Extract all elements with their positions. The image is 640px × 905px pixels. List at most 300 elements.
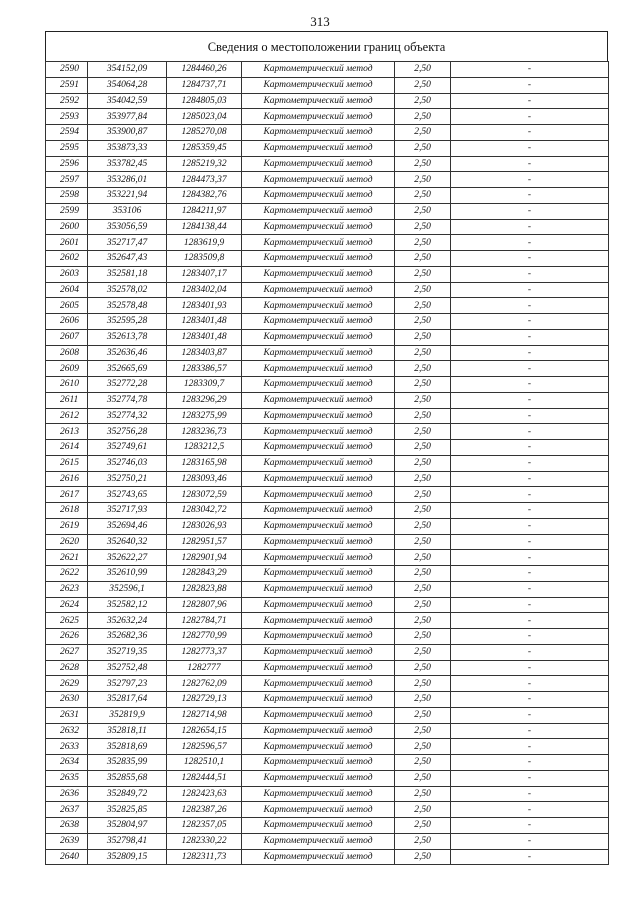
table-row (46, 424, 609, 440)
point-number: 2595 (46, 140, 88, 156)
method-cell: Картометрический метод (242, 755, 395, 771)
coord-y: 1283296,29 (167, 392, 242, 408)
description-cell: - (451, 424, 609, 440)
table-row (46, 125, 609, 141)
coord-x: 352746,03 (88, 455, 167, 471)
coord-y: 1282387,26 (167, 802, 242, 818)
description-cell: - (451, 77, 609, 93)
table-row (46, 644, 609, 660)
table-row (46, 534, 609, 550)
coord-y: 1282311,73 (167, 849, 242, 865)
method-cell: Картометрический метод (242, 77, 395, 93)
accuracy-cell: 2,50 (395, 723, 451, 739)
point-number: 2594 (46, 125, 88, 141)
coord-x: 354042,59 (88, 93, 167, 109)
point-number: 2593 (46, 109, 88, 125)
description-cell: - (451, 613, 609, 629)
point-number: 2637 (46, 802, 88, 818)
description-cell: - (451, 392, 609, 408)
coord-y: 1284805,03 (167, 93, 242, 109)
accuracy-cell: 2,50 (395, 471, 451, 487)
coord-x: 352835,99 (88, 755, 167, 771)
method-cell: Картометрический метод (242, 707, 395, 723)
table-row (46, 833, 609, 849)
table-row (46, 503, 609, 519)
point-number: 2617 (46, 487, 88, 503)
accuracy-cell: 2,50 (395, 424, 451, 440)
coord-x: 352809,15 (88, 849, 167, 865)
coord-y: 1283509,8 (167, 251, 242, 267)
point-number: 2627 (46, 644, 88, 660)
accuracy-cell: 2,50 (395, 235, 451, 251)
point-number: 2631 (46, 707, 88, 723)
coord-y: 1282951,57 (167, 534, 242, 550)
coord-x: 353221,94 (88, 188, 167, 204)
table-title: Сведения о местоположении границ объекта (45, 31, 608, 61)
accuracy-cell: 2,50 (395, 408, 451, 424)
table-row (46, 440, 609, 456)
table-row (46, 203, 609, 219)
accuracy-cell: 2,50 (395, 739, 451, 755)
method-cell: Картометрический метод (242, 786, 395, 802)
method-cell: Картометрический метод (242, 298, 395, 314)
table-row (46, 235, 609, 251)
point-number: 2601 (46, 235, 88, 251)
description-cell: - (451, 219, 609, 235)
table-row (46, 219, 609, 235)
coord-x: 352772,28 (88, 377, 167, 393)
description-cell: - (451, 534, 609, 550)
table-row (46, 408, 609, 424)
description-cell: - (451, 786, 609, 802)
description-cell: - (451, 109, 609, 125)
coord-y: 1283026,93 (167, 518, 242, 534)
point-number: 2610 (46, 377, 88, 393)
method-cell: Картометрический метод (242, 345, 395, 361)
point-number: 2603 (46, 266, 88, 282)
method-cell: Картометрический метод (242, 156, 395, 172)
table-row (46, 707, 609, 723)
description-cell: - (451, 140, 609, 156)
table-row (46, 156, 609, 172)
method-cell: Картометрический метод (242, 487, 395, 503)
table-row (46, 361, 609, 377)
table-row (46, 818, 609, 834)
method-cell: Картометрический метод (242, 62, 395, 78)
point-number: 2596 (46, 156, 88, 172)
point-number: 2639 (46, 833, 88, 849)
accuracy-cell: 2,50 (395, 251, 451, 267)
coord-y: 1283309,7 (167, 377, 242, 393)
point-number: 2605 (46, 298, 88, 314)
accuracy-cell: 2,50 (395, 140, 451, 156)
coord-y: 1282714,98 (167, 707, 242, 723)
description-cell: - (451, 581, 609, 597)
coord-y: 1284737,71 (167, 77, 242, 93)
coord-x: 352578,48 (88, 298, 167, 314)
accuracy-cell: 2,50 (395, 518, 451, 534)
accuracy-cell: 2,50 (395, 361, 451, 377)
method-cell: Картометрический метод (242, 377, 395, 393)
method-cell: Картометрический метод (242, 534, 395, 550)
coord-y: 1283401,48 (167, 314, 242, 330)
table-row (46, 392, 609, 408)
accuracy-cell: 2,50 (395, 266, 451, 282)
point-number: 2624 (46, 597, 88, 613)
table-row (46, 455, 609, 471)
description-cell: - (451, 660, 609, 676)
coord-y: 1282843,29 (167, 566, 242, 582)
coord-y: 1283093,46 (167, 471, 242, 487)
coord-y: 1284211,97 (167, 203, 242, 219)
description-cell: - (451, 487, 609, 503)
table-row (46, 487, 609, 503)
accuracy-cell: 2,50 (395, 849, 451, 865)
table-row (46, 550, 609, 566)
coord-x: 353873,33 (88, 140, 167, 156)
description-cell: - (451, 329, 609, 345)
table-row (46, 377, 609, 393)
method-cell: Картометрический метод (242, 660, 395, 676)
method-cell: Картометрический метод (242, 109, 395, 125)
coord-x: 352578,02 (88, 282, 167, 298)
accuracy-cell: 2,50 (395, 707, 451, 723)
coord-x: 352582,12 (88, 597, 167, 613)
coord-x: 353900,87 (88, 125, 167, 141)
accuracy-cell: 2,50 (395, 660, 451, 676)
description-cell: - (451, 739, 609, 755)
coord-y: 1282423,63 (167, 786, 242, 802)
table-row (46, 109, 609, 125)
point-number: 2615 (46, 455, 88, 471)
point-number: 2606 (46, 314, 88, 330)
method-cell: Картометрический метод (242, 392, 395, 408)
method-cell: Картометрический метод (242, 188, 395, 204)
accuracy-cell: 2,50 (395, 156, 451, 172)
point-number: 2599 (46, 203, 88, 219)
coord-x: 352632,24 (88, 613, 167, 629)
coord-x: 353106 (88, 203, 167, 219)
table-row (46, 62, 609, 78)
table-row (46, 723, 609, 739)
method-cell: Картометрический метод (242, 172, 395, 188)
coord-y: 1282823,88 (167, 581, 242, 597)
method-cell: Картометрический метод (242, 566, 395, 582)
accuracy-cell: 2,50 (395, 676, 451, 692)
accuracy-cell: 2,50 (395, 692, 451, 708)
coord-x: 352756,28 (88, 424, 167, 440)
accuracy-cell: 2,50 (395, 345, 451, 361)
coord-y: 1282901,94 (167, 550, 242, 566)
coord-y: 1283042,72 (167, 503, 242, 519)
point-number: 2635 (46, 770, 88, 786)
description-cell: - (451, 802, 609, 818)
coord-x: 352622,27 (88, 550, 167, 566)
coord-x: 352804,97 (88, 818, 167, 834)
table-row (46, 518, 609, 534)
coord-x: 352717,47 (88, 235, 167, 251)
description-cell: - (451, 282, 609, 298)
point-number: 2640 (46, 849, 88, 865)
method-cell: Картометрический метод (242, 550, 395, 566)
coord-x: 352640,32 (88, 534, 167, 550)
table-row (46, 581, 609, 597)
table-row (46, 786, 609, 802)
accuracy-cell: 2,50 (395, 550, 451, 566)
accuracy-cell: 2,50 (395, 487, 451, 503)
method-cell: Картометрический метод (242, 251, 395, 267)
table-row (46, 849, 609, 865)
coord-y: 1282729,13 (167, 692, 242, 708)
accuracy-cell: 2,50 (395, 62, 451, 78)
table-row (46, 676, 609, 692)
method-cell: Картометрический метод (242, 581, 395, 597)
description-cell: - (451, 692, 609, 708)
page-number: 313 (310, 14, 330, 29)
method-cell: Картометрический метод (242, 125, 395, 141)
coord-y: 1283386,57 (167, 361, 242, 377)
point-number: 2602 (46, 251, 88, 267)
table-row (46, 471, 609, 487)
accuracy-cell: 2,50 (395, 440, 451, 456)
point-number: 2590 (46, 62, 88, 78)
point-number: 2597 (46, 172, 88, 188)
accuracy-cell: 2,50 (395, 219, 451, 235)
coord-x: 352647,43 (88, 251, 167, 267)
table-row (46, 597, 609, 613)
method-cell: Картометрический метод (242, 282, 395, 298)
point-number: 2612 (46, 408, 88, 424)
method-cell: Картометрический метод (242, 597, 395, 613)
table-row (46, 629, 609, 645)
table-row (46, 329, 609, 345)
method-cell: Картометрический метод (242, 140, 395, 156)
coord-y: 1282357,05 (167, 818, 242, 834)
point-number: 2616 (46, 471, 88, 487)
coord-x: 352798,41 (88, 833, 167, 849)
accuracy-cell: 2,50 (395, 314, 451, 330)
point-number: 2629 (46, 676, 88, 692)
point-number: 2628 (46, 660, 88, 676)
method-cell: Картометрический метод (242, 361, 395, 377)
coord-y: 1284460,26 (167, 62, 242, 78)
point-number: 2592 (46, 93, 88, 109)
method-cell: Картометрический метод (242, 471, 395, 487)
coord-x: 352817,64 (88, 692, 167, 708)
coord-y: 1282770,99 (167, 629, 242, 645)
method-cell: Картометрический метод (242, 329, 395, 345)
method-cell: Картометрический метод (242, 739, 395, 755)
method-cell: Картометрический метод (242, 770, 395, 786)
coord-x: 353056,59 (88, 219, 167, 235)
coord-y: 1283402,04 (167, 282, 242, 298)
coord-y: 1283401,48 (167, 329, 242, 345)
table-row (46, 770, 609, 786)
description-cell: - (451, 440, 609, 456)
method-cell: Картометрический метод (242, 629, 395, 645)
coord-x: 353286,01 (88, 172, 167, 188)
accuracy-cell: 2,50 (395, 802, 451, 818)
method-cell: Картометрический метод (242, 203, 395, 219)
description-cell: - (451, 377, 609, 393)
point-number: 2598 (46, 188, 88, 204)
table-row (46, 282, 609, 298)
coord-y: 1283403,87 (167, 345, 242, 361)
point-number: 2608 (46, 345, 88, 361)
accuracy-cell: 2,50 (395, 534, 451, 550)
coord-y: 1284138,44 (167, 219, 242, 235)
table-row (46, 755, 609, 771)
method-cell: Картометрический метод (242, 424, 395, 440)
coord-y: 1283165,98 (167, 455, 242, 471)
coord-x: 352797,23 (88, 676, 167, 692)
description-cell: - (451, 408, 609, 424)
point-number: 2614 (46, 440, 88, 456)
description-cell: - (451, 188, 609, 204)
table-row (46, 266, 609, 282)
coord-x: 352752,48 (88, 660, 167, 676)
method-cell: Картометрический метод (242, 833, 395, 849)
method-cell: Картометрический метод (242, 613, 395, 629)
point-number: 2636 (46, 786, 88, 802)
coord-x: 352750,21 (88, 471, 167, 487)
coord-x: 352595,28 (88, 314, 167, 330)
accuracy-cell: 2,50 (395, 755, 451, 771)
description-cell: - (451, 266, 609, 282)
coord-x: 353782,45 (88, 156, 167, 172)
coord-x: 352774,32 (88, 408, 167, 424)
coord-x: 352719,35 (88, 644, 167, 660)
accuracy-cell: 2,50 (395, 93, 451, 109)
description-cell: - (451, 770, 609, 786)
point-number: 2619 (46, 518, 88, 534)
point-number: 2600 (46, 219, 88, 235)
point-number: 2604 (46, 282, 88, 298)
table-row (46, 566, 609, 582)
table-row (46, 140, 609, 156)
coordinates-table (45, 61, 609, 865)
point-number: 2613 (46, 424, 88, 440)
coord-x: 354152,09 (88, 62, 167, 78)
description-cell: - (451, 676, 609, 692)
coord-y: 1282777 (167, 660, 242, 676)
accuracy-cell: 2,50 (395, 770, 451, 786)
point-number: 2618 (46, 503, 88, 519)
description-cell: - (451, 172, 609, 188)
description-cell: - (451, 629, 609, 645)
point-number: 2609 (46, 361, 88, 377)
accuracy-cell: 2,50 (395, 392, 451, 408)
table-row (46, 93, 609, 109)
coord-x: 352596,1 (88, 581, 167, 597)
coord-x: 352855,68 (88, 770, 167, 786)
coord-y: 1282444,51 (167, 770, 242, 786)
table-row (46, 298, 609, 314)
table-row (46, 172, 609, 188)
coord-y: 1282330,22 (167, 833, 242, 849)
point-number: 2630 (46, 692, 88, 708)
coord-x: 353977,84 (88, 109, 167, 125)
table-row (46, 77, 609, 93)
coord-x: 352825,85 (88, 802, 167, 818)
description-cell: - (451, 235, 609, 251)
accuracy-cell: 2,50 (395, 282, 451, 298)
coord-y: 1282596,57 (167, 739, 242, 755)
method-cell: Картометрический метод (242, 440, 395, 456)
coord-y: 1284473,37 (167, 172, 242, 188)
point-number: 2607 (46, 329, 88, 345)
boundary-table-frame (45, 31, 608, 865)
description-cell: - (451, 707, 609, 723)
method-cell: Картометрический метод (242, 266, 395, 282)
point-number: 2620 (46, 534, 88, 550)
point-number: 2626 (46, 629, 88, 645)
description-cell: - (451, 203, 609, 219)
coord-x: 352665,69 (88, 361, 167, 377)
table-row (46, 345, 609, 361)
method-cell: Картометрический метод (242, 235, 395, 251)
accuracy-cell: 2,50 (395, 377, 451, 393)
description-cell: - (451, 298, 609, 314)
accuracy-cell: 2,50 (395, 298, 451, 314)
method-cell: Картометрический метод (242, 408, 395, 424)
table-row (46, 660, 609, 676)
accuracy-cell: 2,50 (395, 329, 451, 345)
accuracy-cell: 2,50 (395, 125, 451, 141)
accuracy-cell: 2,50 (395, 172, 451, 188)
table-row (46, 739, 609, 755)
coord-y: 1285023,04 (167, 109, 242, 125)
point-number: 2622 (46, 566, 88, 582)
accuracy-cell: 2,50 (395, 786, 451, 802)
point-number: 2625 (46, 613, 88, 629)
point-number: 2632 (46, 723, 88, 739)
description-cell: - (451, 314, 609, 330)
accuracy-cell: 2,50 (395, 455, 451, 471)
point-number: 2591 (46, 77, 88, 93)
method-cell: Картометрический метод (242, 802, 395, 818)
accuracy-cell: 2,50 (395, 581, 451, 597)
coord-y: 1285270,08 (167, 125, 242, 141)
description-cell: - (451, 550, 609, 566)
coord-y: 1282762,09 (167, 676, 242, 692)
accuracy-cell: 2,50 (395, 818, 451, 834)
coord-y: 1283407,17 (167, 266, 242, 282)
coord-y: 1282807,96 (167, 597, 242, 613)
accuracy-cell: 2,50 (395, 77, 451, 93)
point-number: 2633 (46, 739, 88, 755)
coord-x: 352818,69 (88, 739, 167, 755)
accuracy-cell: 2,50 (395, 566, 451, 582)
coord-x: 352610,99 (88, 566, 167, 582)
coord-y: 1283619,9 (167, 235, 242, 251)
method-cell: Картометрический метод (242, 219, 395, 235)
point-number: 2623 (46, 581, 88, 597)
coord-y: 1282784,71 (167, 613, 242, 629)
description-cell: - (451, 455, 609, 471)
coord-x: 352749,61 (88, 440, 167, 456)
point-number: 2621 (46, 550, 88, 566)
method-cell: Картометрический метод (242, 503, 395, 519)
method-cell: Картометрический метод (242, 692, 395, 708)
method-cell: Картометрический метод (242, 723, 395, 739)
description-cell: - (451, 566, 609, 582)
coord-y: 1284382,76 (167, 188, 242, 204)
table-row (46, 314, 609, 330)
coord-y: 1283072,59 (167, 487, 242, 503)
method-cell: Картометрический метод (242, 314, 395, 330)
description-cell: - (451, 361, 609, 377)
